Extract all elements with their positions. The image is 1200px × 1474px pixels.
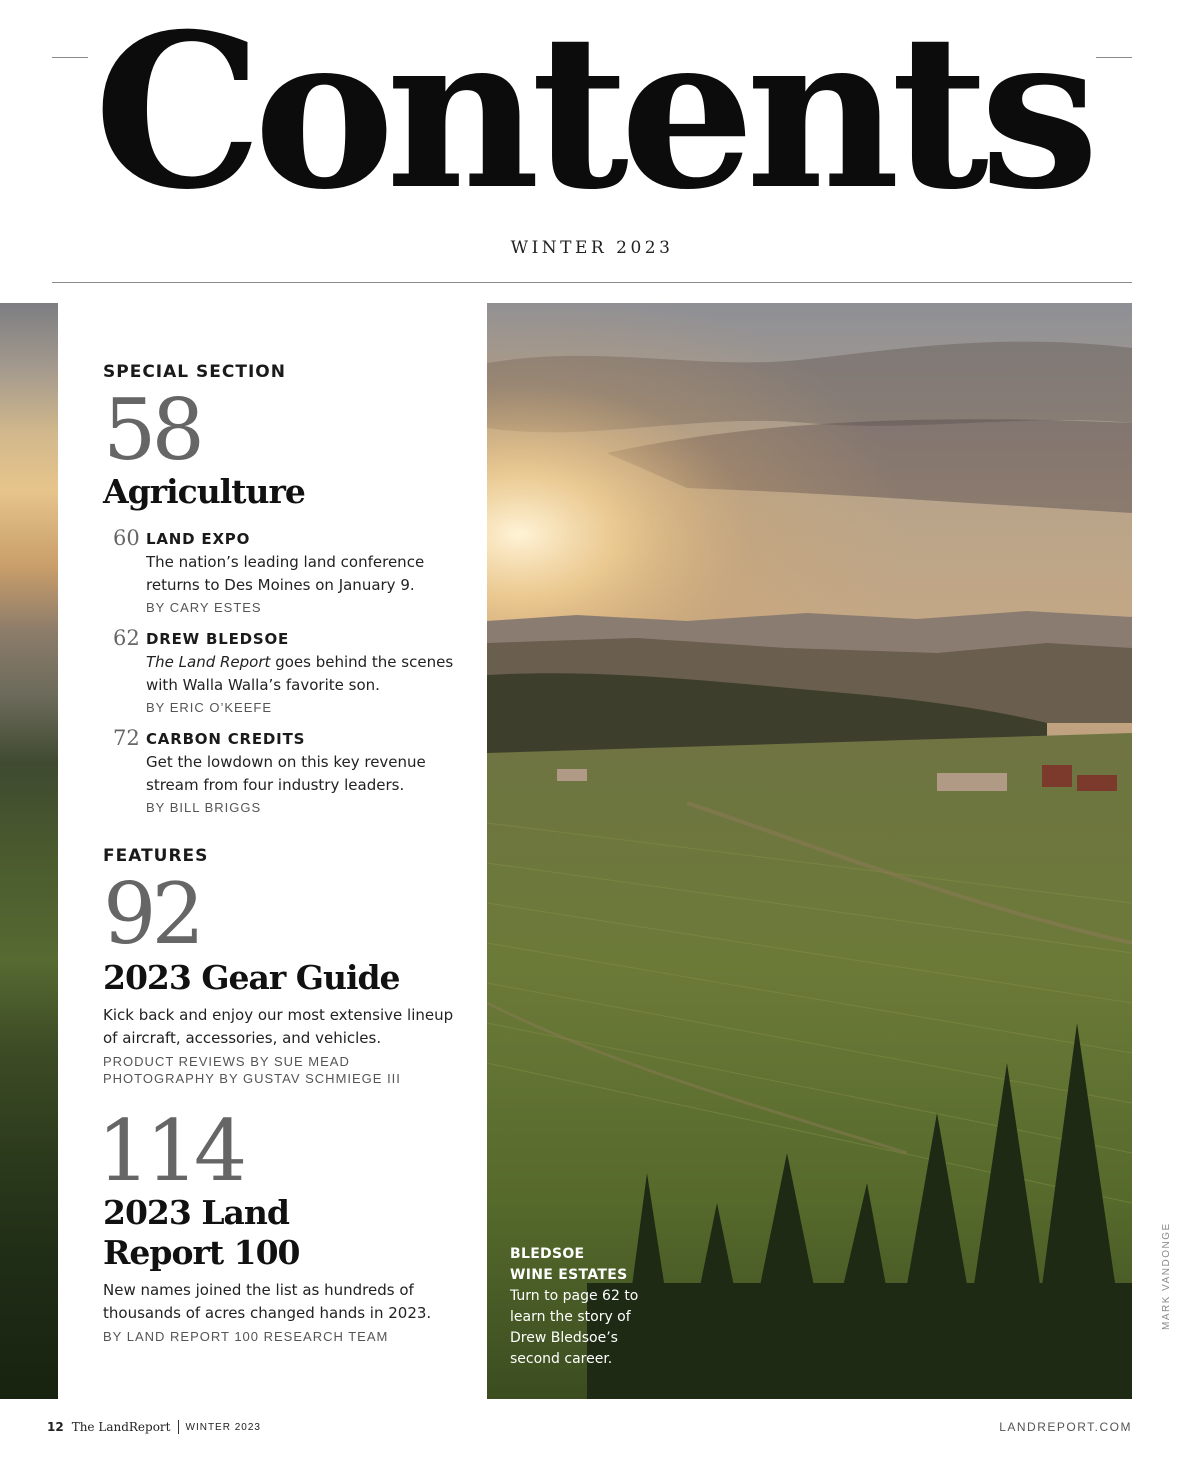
magazine-brand: The LandReport — [71, 1420, 171, 1434]
table-of-contents — [97, 362, 463, 1345]
photo-credit: MARK VANDONGE — [1161, 1222, 1172, 1330]
feature-page[interactable]: 114 — [97, 1102, 243, 1200]
toc-entry[interactable] — [103, 626, 463, 716]
photo-caption — [510, 1244, 670, 1370]
entry-description: Get the lowdown on this key revenue stream from four industry leaders. — [146, 753, 426, 794]
special-section-title[interactable]: Agriculture — [103, 472, 305, 511]
caption-title-line2: WINE ESTATES — [510, 1267, 628, 1283]
entry-byline: BY BILL BRIGGS — [146, 800, 262, 815]
entry-byline: BY ERIC O’KEEFE — [146, 700, 273, 715]
masthead — [52, 0, 1132, 236]
entry-title: LAND EXPO — [146, 530, 251, 548]
feature-byline: BY LAND REPORT 100 RESEARCH TEAM — [103, 1329, 389, 1344]
special-section-label: SPECIAL SECTION — [103, 362, 286, 382]
feature-byline: PRODUCT REVIEWS BY SUE MEAD — [103, 1054, 350, 1069]
footer-issue: WINTER 2023 — [185, 1421, 261, 1433]
entry-byline: BY CARY ESTES — [146, 600, 262, 615]
publication-name: The Land Report — [146, 653, 271, 671]
issue-date: WINTER 2023 — [510, 238, 674, 258]
left-photo-strip — [0, 303, 58, 1399]
footer-url[interactable]: LANDREPORT.COM — [999, 1420, 1132, 1434]
toc-entry[interactable] — [103, 726, 463, 816]
caption-title-line1: BLEDSOE — [510, 1246, 585, 1262]
entry-description-text: goes behind the scenes with Walla Walla’s favorite son. — [146, 653, 454, 694]
entry-description: The nation’s leading land conference returns to Des Moines on January 9. — [146, 553, 425, 594]
feature-title[interactable]: 2023 Gear Guide — [103, 958, 400, 997]
masthead-bottom-rule — [52, 282, 1132, 283]
entry-title: DREW BLEDSOE — [146, 630, 290, 648]
caption-body: Turn to page 62 to learn the story of Drew Bledsoe’s second career. — [510, 1288, 639, 1367]
footer-divider — [178, 1420, 179, 1434]
feature-title-line2[interactable]: Report 100 — [103, 1233, 300, 1272]
footer-left — [47, 1420, 261, 1434]
feature-description: Kick back and enjoy our most extensive lineup of aircraft, accessories, and vehicles. — [103, 1006, 454, 1047]
entry-description — [146, 651, 463, 697]
entry-page: 60 — [113, 526, 140, 550]
feature-title-line1[interactable]: 2023 Land — [103, 1193, 289, 1232]
entry-title: CARBON CREDITS — [146, 730, 306, 748]
folio-page-number: 12 — [47, 1420, 64, 1434]
special-section-page[interactable]: 58 — [103, 381, 200, 479]
features-label: FEATURES — [103, 846, 209, 866]
feature-page[interactable]: 92 — [103, 865, 200, 963]
feature-description: New names joined the list as hundreds of thousands of acres changed hands in 2023. — [103, 1281, 432, 1322]
entry-page: 62 — [113, 626, 140, 650]
entry-page: 72 — [113, 726, 140, 750]
toc-entry[interactable] — [103, 526, 463, 616]
vineyard-photo — [487, 303, 1132, 1399]
page-title: Contents — [88, 0, 1097, 232]
feature-photo-credit: PHOTOGRAPHY BY GUSTAV SCHMIEGE III — [103, 1071, 401, 1086]
vineyard-landscape-image — [487, 303, 1132, 1399]
